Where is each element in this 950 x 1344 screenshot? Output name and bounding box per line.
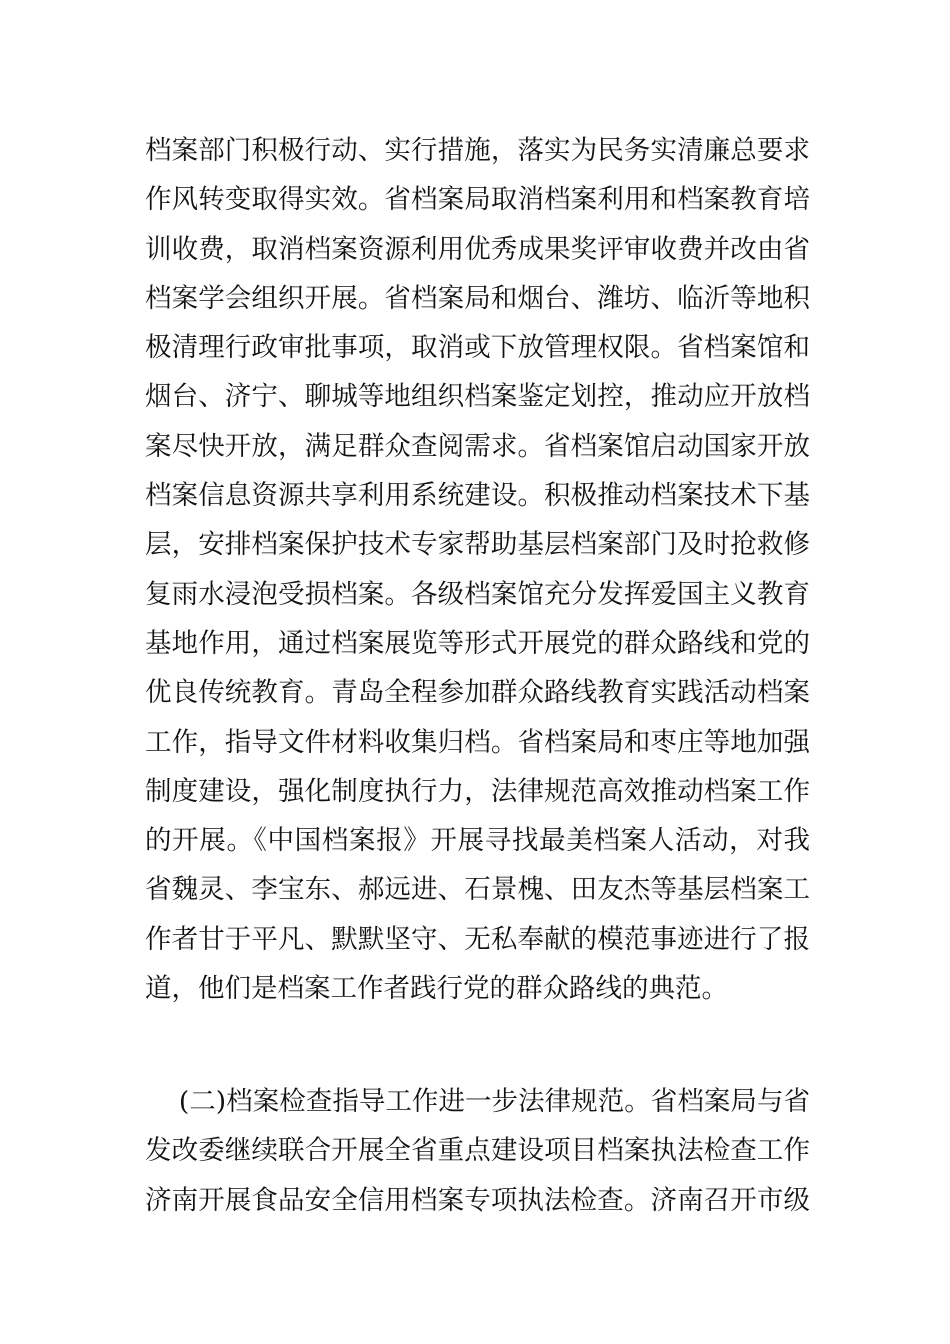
text-line: 层，安排档案保护技术专家帮助基层档案部门及时抢救修 (145, 529, 810, 561)
text-line: 作者甘于平凡、默默坚守、无私奉献的模范事迹进行了报 (145, 923, 810, 955)
text-line: 工作，指导文件材料收集归档。省档案局和枣庄等地加强 (145, 726, 810, 758)
text-line: 优良传统教育。青岛全程参加群众路线教育实践活动档案 (145, 677, 810, 709)
text-line: 烟台、济宁、聊城等地组织档案鉴定划控，推动应开放档 (145, 381, 810, 413)
text-line: 极清理行政审批事项，取消或下放管理权限。省档案馆和 (145, 332, 810, 364)
paragraph-inspection-guidance (145, 1077, 810, 1225)
text-line: 济南开展食品安全信用档案专项执法检查。济南召开市级 (145, 1184, 810, 1216)
text-line: 省魏灵、李宝东、郝远进、石景槐、田友杰等基层档案工 (145, 874, 810, 906)
text-line: 制度建设，强化制度执行力，法律规范高效推动档案工作 (145, 775, 810, 807)
text-line: 发改委继续联合开展全省重点建设项目档案执法检查工作 (145, 1135, 810, 1167)
text-line: 训收费，取消档案资源利用优秀成果奖评审收费并改由省 (145, 233, 810, 265)
text-line: 案尽快开放，满足群众查阅需求。省档案馆启动国家开放 (145, 430, 810, 462)
text-line: 的开展。《中国档案报》开展寻找最美档案人活动，对我 (145, 825, 810, 857)
text-line: 基地作用，通过档案展览等形式开展党的群众路线和党的 (145, 627, 810, 659)
paragraph-archives-work (145, 126, 810, 1013)
text-line: 档案信息资源共享利用系统建设。积极推动档案技术下基 (145, 480, 810, 512)
text-line: 档案部门积极行动、实行措施，落实为民务实清廉总要求 (145, 135, 810, 166)
text-line: 作风转变取得实效。省档案局取消档案利用和档案教育培 (145, 184, 810, 216)
text-line: 道，他们是档案工作者践行党的群众路线的典范。 (145, 973, 728, 1005)
text-line: 档案学会组织开展。省档案局和烟台、潍坊、临沂等地积 (145, 282, 810, 314)
text-line: (二)档案检查指导工作进一步法律规范。省档案局与省 (145, 1086, 810, 1117)
text-line: 复雨水浸泡受损档案。各级档案馆充分发挥爱国主义教育 (145, 578, 810, 610)
